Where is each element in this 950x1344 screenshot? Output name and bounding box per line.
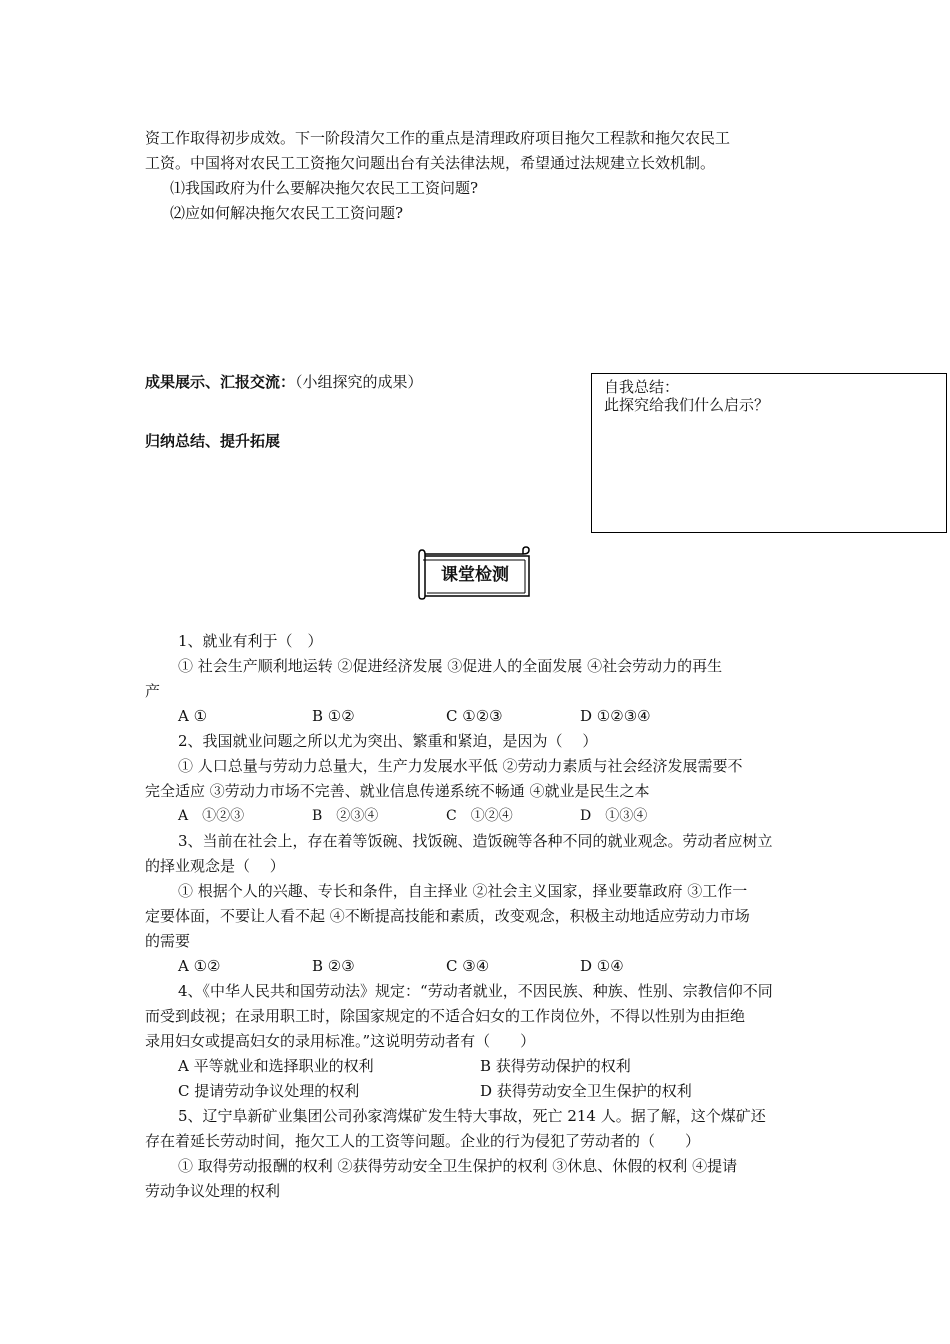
q1-items-line-2: 产 bbox=[145, 682, 161, 700]
q5-items-line-2: 劳动争议处理的权利 bbox=[145, 1182, 281, 1200]
q2-option-a: A ①②③ bbox=[178, 808, 245, 824]
q2-option-c: C ①②④ bbox=[446, 808, 513, 824]
q3-items-line-3: 的需要 bbox=[145, 932, 191, 950]
q2-option-b: B ②③④ bbox=[312, 808, 379, 824]
q1-items-line-1: ① 社会生产顺利地运转 ②促进经济发展 ③促进人的全面发展 ④社会劳动力的再生 bbox=[178, 657, 723, 675]
q5-stem-line-1: 5、辽宁阜新矿业集团公司孙家湾煤矿发生特大事故，死亡 214 人。据了解，这个煤矿还 bbox=[178, 1107, 766, 1125]
q2-items-line-2: 完全适应 ③劳动力市场不完善、就业信息传递系统不畅通 ④就业是民生之本 bbox=[145, 782, 650, 800]
q3-items-line-2: 定要体面，不要让人看不起 ④不断提高技能和素质，改变观念，积极主动地适应劳动力市场 bbox=[145, 907, 750, 925]
q3-option-a: A ①② bbox=[178, 957, 221, 975]
q4-stem-line-2: 而受到歧视；在录用职工时，除国家规定的不适合妇女的工作岗位外，不得以性别为由拒绝 bbox=[145, 1007, 746, 1025]
q2-items-line-1: ① 人口总量与劳动力总量大，生产力发展水平低 ②劳动力素质与社会经济发展需要不 bbox=[178, 757, 743, 775]
q1-option-b: B ①② bbox=[312, 707, 355, 725]
q3-option-b: B ②③ bbox=[312, 957, 355, 975]
self-summary-title: 自我总结： bbox=[604, 378, 680, 396]
intro-question-1: ⑴我国政府为什么要解决拖欠农民工工资问题? bbox=[170, 179, 479, 197]
intro-line-2: 工资。中国将对农民工工资拖欠问题出台有关法律法规，希望通过法规建立长效机制。 bbox=[145, 154, 716, 172]
q3-option-d: D ①④ bbox=[580, 957, 624, 975]
intro-line-1: 资工作取得初步成效。下一阶段清欠工作的重点是清理政府项目拖欠工程款和拖欠农民工 bbox=[145, 129, 731, 147]
self-summary-box bbox=[591, 373, 947, 533]
q3-stem-line-1: 3、当前在社会上，存在着等饭碗、找饭碗、造饭碗等各种不同的就业观念。劳动者应树立 bbox=[178, 832, 773, 850]
show-section-note: （小组探究的成果） bbox=[295, 373, 423, 391]
q1-option-c: C ①②③ bbox=[446, 707, 503, 725]
q4-stem-line-1: 4、《中华人民共和国劳动法》规定：“劳动者就业，不因民族、种族、性别、宗教信仰不同 bbox=[178, 982, 773, 1000]
intro-question-2: ⑵应如何解决拖欠农民工工资问题? bbox=[170, 204, 404, 222]
summary-section-title: 归纳总结、提升拓展 bbox=[145, 432, 281, 450]
show-section-title: 成果展示、汇报交流： bbox=[145, 373, 296, 391]
q1-option-a: A ① bbox=[178, 707, 208, 725]
q4-option-b: B 获得劳动保护的权利 bbox=[480, 1057, 631, 1075]
q3-option-c: C ③④ bbox=[446, 957, 490, 975]
q2-option-d: D ①③④ bbox=[580, 808, 648, 824]
q4-option-c: C 提请劳动争议处理的权利 bbox=[178, 1082, 360, 1100]
q5-stem-line-2: 存在着延长劳动时间，拖欠工人的工资等问题。企业的行为侵犯了劳动者的（ ） bbox=[145, 1132, 701, 1150]
q4-option-d: D 获得劳动安全卫生保护的权利 bbox=[480, 1082, 692, 1100]
q1-stem: 1、就业有利于（ ） bbox=[178, 632, 323, 650]
q5-items-line-1: ① 取得劳动报酬的权利 ②获得劳动安全卫生保护的权利 ③休息、休假的权利 ④提请 bbox=[178, 1157, 738, 1175]
show-section bbox=[145, 370, 423, 395]
q4-option-a: A 平等就业和选择职业的权利 bbox=[178, 1057, 374, 1075]
self-summary-prompt: 此探究给我们什么启示？ bbox=[604, 396, 770, 414]
q1-option-d: D ①②③④ bbox=[580, 707, 651, 725]
q4-stem-line-3: 录用妇女或提高妇女的录用标准。”这说明劳动者有（ ） bbox=[145, 1032, 536, 1050]
q2-stem: 2、我国就业问题之所以尤为突出、繁重和紧迫，是因为（ ） bbox=[178, 732, 598, 750]
q3-stem-line-2: 的择业观念是（ ） bbox=[145, 857, 285, 875]
classroom-test-banner bbox=[417, 546, 533, 600]
q3-items-line-1: ① 根据个人的兴趣、专长和条件，自主择业 ②社会主义国家，择业要靠政府 ③工作一 bbox=[178, 882, 748, 900]
banner-label: 课堂检测 bbox=[441, 565, 509, 585]
